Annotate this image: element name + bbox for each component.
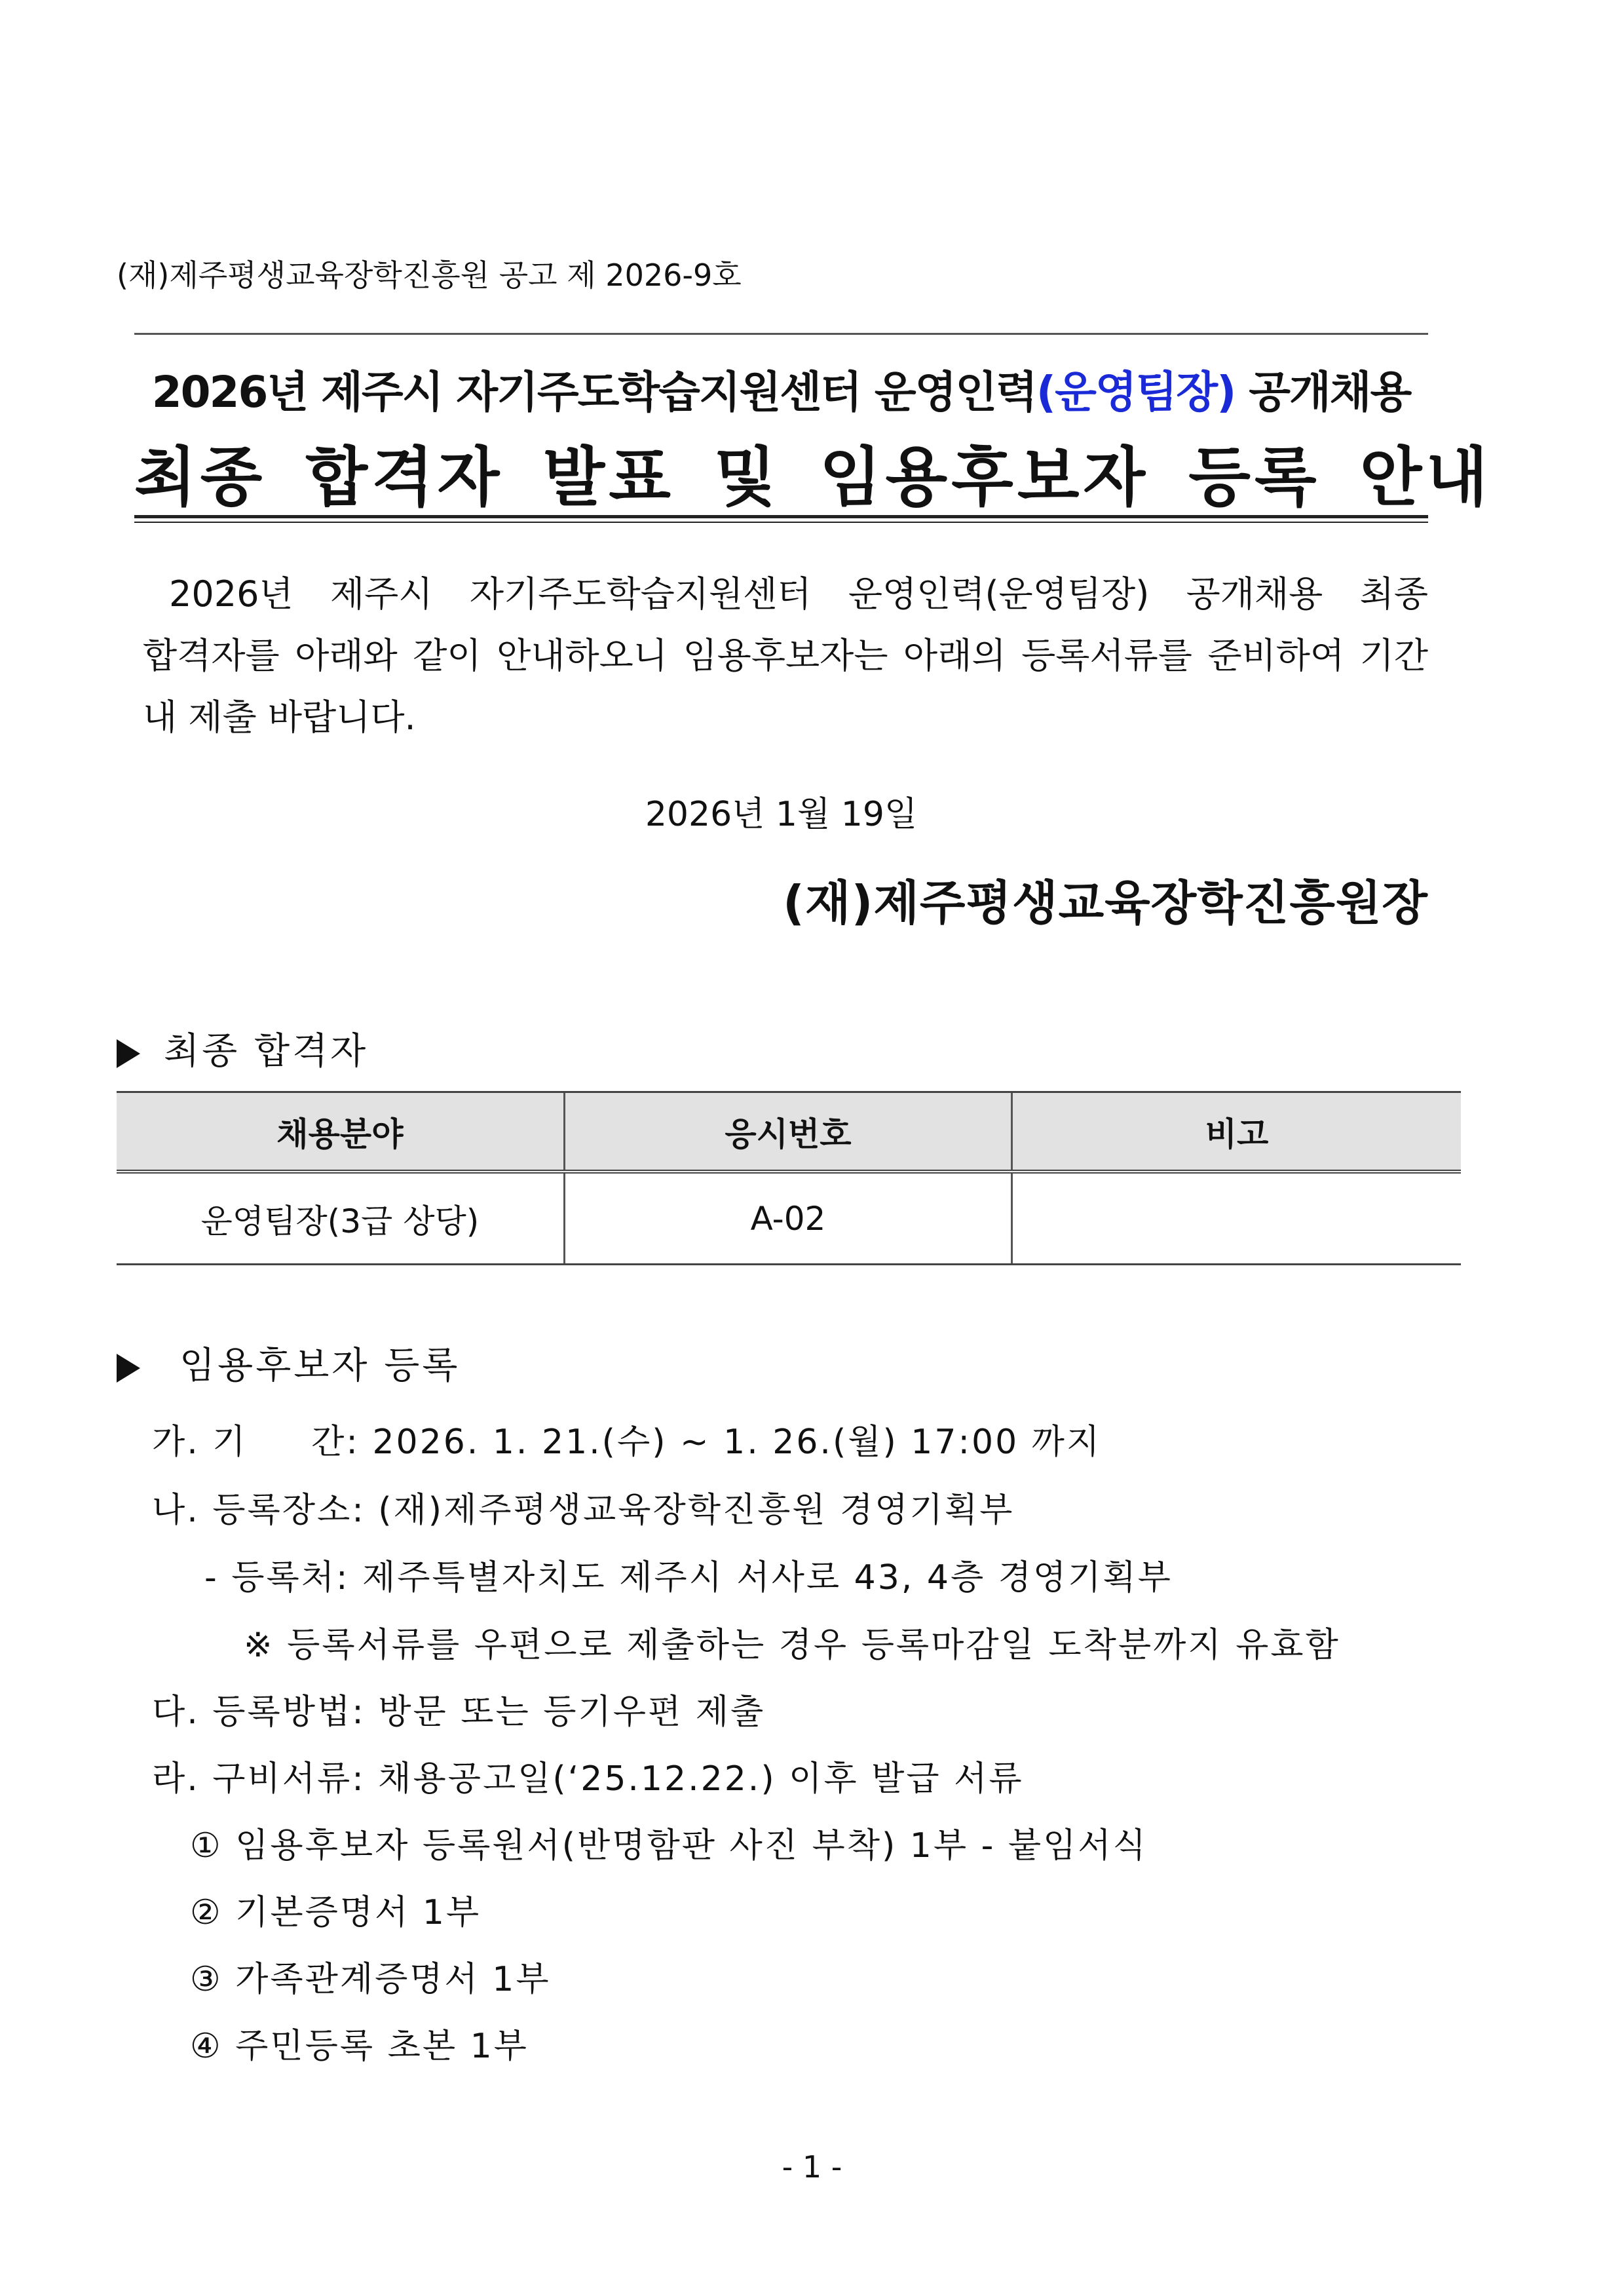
title-underline [134, 515, 1428, 523]
signer-name: (재)제주평생교육장학진흥원장 [783, 875, 1428, 930]
cell-remarks [1012, 1172, 1461, 1265]
registration-period: 가. 기 간: 2026. 1. 21.(수) ~ 1. 26.(월) 17:00 까지 [152, 1423, 1102, 1462]
triangle-right-icon [117, 1354, 140, 1383]
registration-method: 다. 등록방법: 방문 또는 등기우편 제출 [152, 1693, 766, 1732]
document-item-4: ④ 주민등록 초본 1부 [190, 2027, 529, 2066]
cell-applicant-number: A-02 [564, 1172, 1011, 1265]
final-applicants-table [117, 1091, 1461, 1265]
section-final-applicants-title: 최종 합격자 [164, 1030, 369, 1073]
document-item-2: ② 기본증명서 1부 [190, 1893, 482, 1932]
body-line-1: 2026년 제주시 자기주도학습지원센터 운영인력(운영팀장) 공개채용 최종 [169, 573, 1428, 615]
page-number: - 1 - [782, 2149, 842, 2185]
cell-field: 운영팀장(3급 상당) [117, 1172, 564, 1265]
column-header-applicant-number: 응시번호 [564, 1092, 1011, 1172]
title-line-1-suffix: 공개채용 [1235, 367, 1411, 417]
document-item-3: ③ 가족관계증명서 1부 [190, 1960, 551, 1999]
title-accent: (운영팀장) [1036, 367, 1236, 417]
required-documents: 라. 구비서류: 채용공고일(‘25.12.22.) 이후 발급 서류 [152, 1759, 1024, 1799]
body-line-2: 합격자를 아래와 같이 안내하오니 임용후보자는 아래의 등록서류를 준비하여 기간 [143, 635, 1428, 676]
title-line-2: 최종 합격자 발표 및 임용후보자 등록 안내 [134, 440, 1492, 515]
announcement-date: 2026년 1월 19일 [645, 795, 918, 834]
table-row [117, 1172, 1461, 1265]
column-header-remarks: 비고 [1012, 1092, 1461, 1172]
column-header-field: 채용분야 [117, 1092, 564, 1172]
section-registration-title: 임용후보자 등록 [179, 1345, 461, 1387]
section-registration [117, 1337, 460, 1389]
table-header-row [117, 1092, 1461, 1172]
title-line-1 [134, 357, 1428, 419]
registration-address: - 등록처: 제주특별자치도 제주시 서사로 43, 4층 경영기획부 [204, 1558, 1173, 1598]
section-final-applicants [117, 1022, 368, 1075]
top-divider [134, 333, 1428, 335]
registration-note: ※ 등록서류를 우편으로 제출하는 경우 등록마감일 도착분까지 유효함 [244, 1626, 1340, 1665]
notice-number: (재)제주평생교육장학진흥원 공고 제 2026-9호 [117, 258, 742, 293]
title-line-1-prefix: 2026년 제주시 자기주도학습지원센터 운영인력 [151, 367, 1036, 417]
announcement-body [143, 564, 1428, 748]
registration-place: 나. 등록장소: (재)제주평생교육장학진흥원 경영기획부 [152, 1491, 1015, 1530]
body-line-3: 내 제출 바랍니다. [143, 697, 416, 738]
document-item-1: ① 임용후보자 등록원서(반명함판 사진 부착) 1부 - 붙임서식 [190, 1826, 1148, 1866]
triangle-right-icon [117, 1039, 140, 1068]
